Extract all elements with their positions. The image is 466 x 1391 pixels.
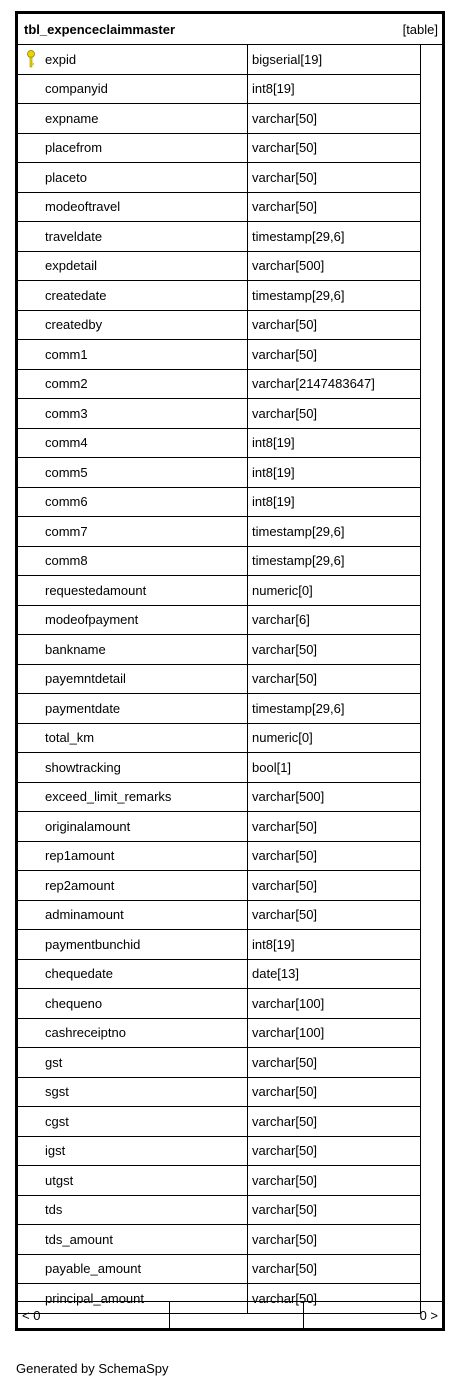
column-name (18, 252, 248, 281)
column-row (18, 163, 421, 193)
column-type: timestamp[29,6] (248, 281, 421, 310)
column-row (18, 871, 421, 901)
column-name (18, 517, 248, 546)
column-type: varchar[500] (248, 783, 421, 812)
column-row (18, 1225, 421, 1255)
column-row (18, 45, 421, 75)
footer-parent-count: < 0 (18, 1302, 170, 1328)
column-type: int8[19] (248, 458, 421, 487)
column-row (18, 724, 421, 754)
column-type: varchar[50] (248, 1137, 421, 1166)
column-type: int8[19] (248, 488, 421, 517)
generated-by-text: Generated by SchemaSpy (16, 1361, 169, 1376)
column-type: varchar[50] (248, 1166, 421, 1195)
column-type: varchar[50] (248, 104, 421, 133)
column-type: varchar[50] (248, 842, 421, 871)
column-row (18, 606, 421, 636)
column-name-text: comm8 (45, 553, 88, 569)
column-row (18, 812, 421, 842)
column-type: varchar[50] (248, 635, 421, 664)
column-name-text: comm2 (45, 376, 88, 392)
column-name (18, 753, 248, 782)
table-entity-box (15, 11, 445, 1331)
column-row (18, 635, 421, 665)
column-name (18, 1255, 248, 1284)
column-type: varchar[50] (248, 340, 421, 369)
column-name (18, 1137, 248, 1166)
column-type: numeric[0] (248, 576, 421, 605)
column-name (18, 547, 248, 576)
column-name (18, 1196, 248, 1225)
column-row (18, 104, 421, 134)
column-row (18, 989, 421, 1019)
column-type: varchar[50] (248, 163, 421, 192)
column-name-text: payemntdetail (45, 671, 126, 687)
column-name (18, 1107, 248, 1136)
column-name (18, 989, 248, 1018)
column-name (18, 871, 248, 900)
column-name-text: comm3 (45, 405, 88, 421)
column-row (18, 842, 421, 872)
column-name (18, 45, 248, 74)
column-name-text: comm5 (45, 464, 88, 480)
column-name-text: chequedate (45, 966, 113, 982)
column-name-text: comm1 (45, 346, 88, 362)
column-name (18, 606, 248, 635)
column-name-text: companyid (45, 81, 108, 97)
column-name (18, 399, 248, 428)
footer-empty-cell (170, 1302, 304, 1328)
column-row (18, 134, 421, 164)
column-name-text: paymentbunchid (45, 936, 141, 952)
column-name-text: utgst (45, 1172, 74, 1188)
column-row (18, 694, 421, 724)
column-row (18, 222, 421, 252)
column-name (18, 1225, 248, 1254)
column-name-text: rep2amount (45, 877, 115, 893)
column-type: varchar[50] (248, 1284, 421, 1313)
column-name (18, 281, 248, 310)
column-name-text: bankname (45, 641, 106, 657)
column-name-text: principal_amount (45, 1290, 145, 1306)
column-name (18, 812, 248, 841)
column-name (18, 429, 248, 458)
column-row (18, 1255, 421, 1285)
column-type: varchar[50] (248, 1048, 421, 1077)
column-row (18, 193, 421, 223)
column-name-text: modeofpayment (45, 612, 139, 628)
column-name (18, 1166, 248, 1195)
column-type: varchar[100] (248, 1019, 421, 1048)
column-type: timestamp[29,6] (248, 694, 421, 723)
column-name (18, 635, 248, 664)
column-name-text: sgst (45, 1084, 69, 1100)
column-row (18, 429, 421, 459)
column-name-text: comm6 (45, 494, 88, 510)
column-name-text: chequeno (45, 995, 103, 1011)
column-name-text: rep1amount (45, 848, 115, 864)
column-name-text: placeto (45, 169, 87, 185)
column-type: timestamp[29,6] (248, 222, 421, 251)
column-name (18, 134, 248, 163)
column-name (18, 370, 248, 399)
column-name (18, 1078, 248, 1107)
column-name (18, 488, 248, 517)
column-name-text: cgst (45, 1113, 69, 1129)
column-type: varchar[500] (248, 252, 421, 281)
column-row (18, 1048, 421, 1078)
column-type: int8[19] (248, 429, 421, 458)
column-row (18, 252, 421, 282)
column-name-text: adminamount (45, 907, 124, 923)
column-name (18, 724, 248, 753)
column-name (18, 458, 248, 487)
column-type: timestamp[29,6] (248, 517, 421, 546)
column-row (18, 901, 421, 931)
column-name-text: requestedamount (45, 582, 147, 598)
column-row (18, 488, 421, 518)
column-name-text: expid (45, 51, 77, 67)
column-type: varchar[100] (248, 989, 421, 1018)
column-row (18, 370, 421, 400)
column-name-text: showtracking (45, 759, 121, 775)
column-type: timestamp[29,6] (248, 547, 421, 576)
column-type: bool[1] (248, 753, 421, 782)
column-type: bigserial[19] (248, 45, 421, 74)
column-name (18, 340, 248, 369)
column-name (18, 104, 248, 133)
column-name (18, 665, 248, 694)
column-row (18, 1019, 421, 1049)
column-row (18, 547, 421, 577)
column-name-text: tds_amount (45, 1231, 113, 1247)
column-name-text: total_km (45, 730, 95, 746)
column-row (18, 930, 421, 960)
primary-key-icon (26, 50, 36, 68)
columns-list (18, 45, 421, 1314)
column-row (18, 458, 421, 488)
column-row (18, 340, 421, 370)
column-name (18, 1048, 248, 1077)
column-name (18, 75, 248, 104)
column-type: varchar[50] (248, 1078, 421, 1107)
column-row (18, 753, 421, 783)
column-type: int8[19] (248, 930, 421, 959)
column-type: varchar[50] (248, 1196, 421, 1225)
footer-child-count: 0 > (419, 1307, 438, 1323)
column-row (18, 281, 421, 311)
column-type: varchar[50] (248, 1225, 421, 1254)
column-name-text: comm7 (45, 523, 88, 539)
column-name (18, 901, 248, 930)
column-name-text: expdetail (45, 258, 98, 274)
column-type: varchar[50] (248, 812, 421, 841)
column-row (18, 517, 421, 547)
column-name (18, 193, 248, 222)
column-type: varchar[50] (248, 399, 421, 428)
column-name (18, 960, 248, 989)
column-type: date[13] (248, 960, 421, 989)
column-row (18, 576, 421, 606)
column-row (18, 783, 421, 813)
column-type: varchar[50] (248, 1255, 421, 1284)
column-name (18, 930, 248, 959)
column-type: int8[19] (248, 75, 421, 104)
column-name (18, 694, 248, 723)
column-type: numeric[0] (248, 724, 421, 753)
column-name-text: createdate (45, 287, 107, 303)
column-name-text: paymentdate (45, 700, 121, 716)
column-name-text: originalamount (45, 818, 131, 834)
column-name (18, 842, 248, 871)
column-name-text: cashreceiptno (45, 1025, 126, 1041)
column-name-text: tds (45, 1202, 63, 1218)
column-row (18, 1137, 421, 1167)
column-row (18, 75, 421, 105)
column-row (18, 960, 421, 990)
column-type: varchar[50] (248, 311, 421, 340)
table-footer (18, 1301, 442, 1328)
column-type: varchar[50] (248, 871, 421, 900)
column-row (18, 1107, 421, 1137)
column-row (18, 1166, 421, 1196)
column-name (18, 576, 248, 605)
table-kind-label: [table] (402, 21, 438, 37)
column-type: varchar[6] (248, 606, 421, 635)
column-name-text: payable_amount (45, 1261, 142, 1277)
column-row (18, 1196, 421, 1226)
column-row (18, 1078, 421, 1108)
column-name (18, 783, 248, 812)
column-type: varchar[2147483647] (248, 370, 421, 399)
column-row (18, 665, 421, 695)
column-type: varchar[50] (248, 901, 421, 930)
table-name: tbl_expenceclaimmaster (24, 21, 176, 37)
table-header (18, 14, 442, 45)
column-name (18, 311, 248, 340)
column-name (18, 163, 248, 192)
column-row (18, 311, 421, 341)
column-name-text: placefrom (45, 140, 103, 156)
column-type: varchar[50] (248, 1107, 421, 1136)
column-name-text: comm4 (45, 435, 88, 451)
column-name-text: modeoftravel (45, 199, 121, 215)
column-type: varchar[50] (248, 665, 421, 694)
column-name (18, 1019, 248, 1048)
column-name-text: exceed_limit_remarks (45, 789, 172, 805)
column-row (18, 399, 421, 429)
column-name-text: igst (45, 1143, 66, 1159)
column-type: varchar[50] (248, 193, 421, 222)
column-name-text: createdby (45, 317, 103, 333)
column-name (18, 222, 248, 251)
column-name-text: traveldate (45, 228, 103, 244)
column-name-text: expname (45, 110, 99, 126)
column-name-text: gst (45, 1054, 63, 1070)
column-type: varchar[50] (248, 134, 421, 163)
right-empty-strip (421, 45, 445, 1305)
